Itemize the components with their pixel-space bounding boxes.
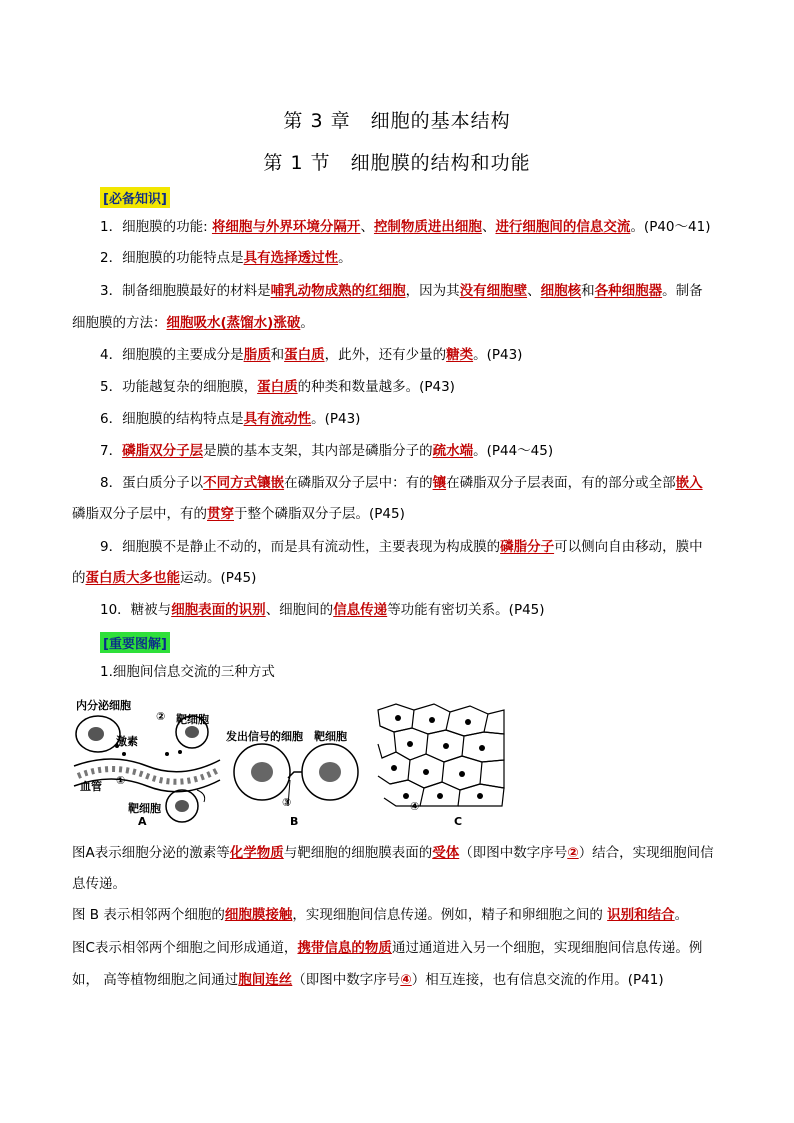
essential-knowledge-label: [必备知识] (100, 187, 170, 208)
label-signal-cell: 发出信号的细胞 (226, 730, 303, 743)
knowledge-item-3: 3．制备细胞膜最好的材料是哺乳动物成熟的红细胞，因为其没有细胞壁、细胞核和各种细胞器。制备 (100, 283, 703, 299)
explain-c-line1: 图C表示相邻两个细胞之间形成通道，携带信息的物质通过通道进入另一个细胞，实现细胞间信息传递。例 (72, 940, 703, 956)
knowledge-item-9: 9．细胞膜不是静止不动的，而是具有流动性，主要表现为构成膜的磷脂分子可以侧向自由移动，膜中 (100, 539, 703, 555)
knowledge-item-8: 8．蛋白质分子以不同方式镶嵌在磷脂双分子层中：有的镶在磷脂双分子层表面，有的部分或全部嵌入 (100, 475, 703, 491)
knowledge-item-6: 6．细胞膜的结构特点是具有流动性。(P43) (100, 411, 361, 427)
important-diagram-label: [重要图解] (100, 632, 170, 653)
explain-c-line2: 如， 高等植物细胞之间通过胞间连丝（即图中数字序号④）相互连接，也有信息交流的作用。(P41) (72, 972, 664, 988)
label-number-2: ② (156, 710, 166, 723)
label-number-4: ④ (410, 800, 420, 813)
knowledge-item-5: 5．功能越复杂的细胞膜，蛋白质的种类和数量越多。(P43) (100, 379, 455, 395)
knowledge-item-10: 10．糖被与细胞表面的识别、细胞间的信息传递等功能有密切关系。(P45) (100, 602, 545, 618)
knowledge-item-1: 1．细胞膜的功能: 将细胞与外界环境分隔开、控制物质进出细胞、进行细胞间的信息交流。(P40～41) (100, 219, 711, 235)
label-vessel: 血管 (80, 780, 102, 793)
label-endocrine-cell: 内分泌细胞 (76, 699, 131, 712)
label-target-cell-bottom: 靶细胞 (128, 802, 161, 815)
figure-c-label: C (454, 815, 463, 828)
label-hormone: 激素 (116, 735, 138, 748)
label-target-cell-top: 靶细胞 (176, 713, 209, 726)
knowledge-item-7: 7．磷脂双分子层是膜的基本支架，其内部是磷脂分子的疏水端。(P44～45) (100, 443, 554, 459)
figure-a-label: A (138, 815, 147, 828)
diagram-heading: 1.细胞间信息交流的三种方式 (100, 664, 275, 680)
knowledge-item-9-cont: 的蛋白质大多也能运动。(P45) (72, 570, 257, 586)
explain-a-line2: 息传递。 (72, 876, 126, 892)
explain-a-line1: 图A表示细胞分泌的激素等化学物质与靶细胞的细胞膜表面的受体（即图中数字序号②）结合，实现细胞间信 (72, 845, 714, 861)
knowledge-item-4: 4．细胞膜的主要成分是脂质和蛋白质，此外，还有少量的糖类。(P43) (100, 347, 523, 363)
knowledge-item-8-cont: 磷脂双分子层中，有的贯穿于整个磷脂双分子层。(P45) (72, 506, 405, 522)
knowledge-item-3-cont: 细胞膜的方法：细胞吸水(蒸馏水)涨破。 (72, 315, 314, 331)
section-title: 第 1 节 细胞膜的结构和功能 (263, 152, 531, 174)
label-target-cell-b: 靶细胞 (314, 730, 347, 743)
figure-c-plasmodesmata (376, 700, 506, 810)
chapter-title: 第 3 章 细胞的基本结构 (283, 110, 511, 132)
label-number-3: ③ (282, 796, 292, 809)
explain-b: 图 B 表示相邻两个细胞的细胞膜接触，实现细胞间信息传递。例如，精子和卵细胞之间的 识别和结合。 (72, 907, 689, 923)
figure-b-label: B (290, 815, 299, 828)
figure-b-contact-signaling (230, 740, 370, 810)
knowledge-item-2: 2．细胞膜的功能特点是具有选择透过性。 (100, 250, 352, 266)
label-number-1: ① (116, 774, 126, 787)
